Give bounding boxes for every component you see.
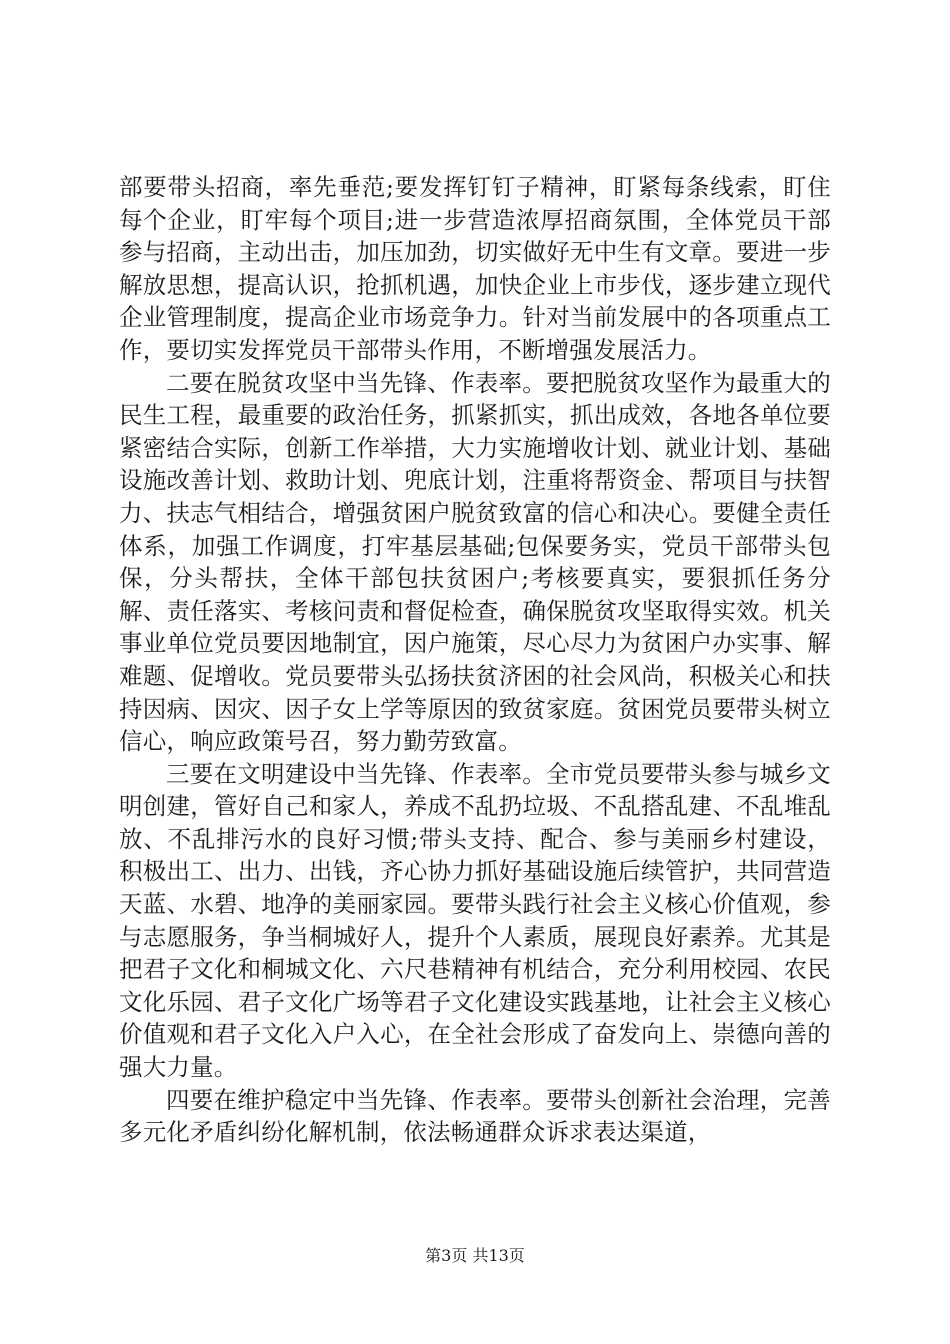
paragraph-4: 四要在维护稳定中当先锋、作表率。要带头创新社会治理，完善多元化矛盾纠纷化解机制，依法畅通群众诉求表达渠道， bbox=[119, 1085, 831, 1147]
paragraph-2: 二要在脱贫攻坚中当先锋、作表率。要把脱贫攻坚作为最重大的民生工程，最重要的政治任务，抓紧抓实，抓出成效，各地各单位要紧密结合实际，创新工作举措，大力实施增收计划、就业计划、基础设施改善计划、救助计划、兜底计划，注重将帮资金、帮项目与扶智力、扶志气相结合，增强贫困户脱贫致富的信心和决心。要健全责任体系，加强工作调度，打牢基层基础;包保要务实，党员干部带头包保，分头帮扶，全体干部包扶贫困户;考核要真实，要狠抓任务分解、责任落实、考核问责和督促检查，确保脱贫攻坚取得实效。机关事业单位党员要因地制宜，因户施策，尽心尽力为贫困户办实事、解难题、促增收。党员要带头弘扬扶贫济困的社会风尚，积极关心和扶持因病、因灾、因子女上学等原因的致贫家庭。贫困党员要带头树立信心，响应政策号召，努力勤劳致富。 bbox=[119, 368, 831, 756]
paragraph-3: 三要在文明建设中当先锋、作表率。全市党员要带头参与城乡文明创建，管好自己和家人，养成不乱扔垃圾、不乱搭乱建、不乱堆乱放、不乱排污水的良好习惯;带头支持、配合、参与美丽乡村建设，积极出工、出力、出钱，齐心协力抓好基础设施后续管护，共同营造天蓝、水碧、地净的美丽家园。要带头践行社会主义核心价值观，参与志愿服务，争当桐城好人，提升个人素质，展现良好素养。尤其是把君子文化和桐城文化、六尺巷精神有机结合，充分利用校园、农民文化乐园、君子文化广场等君子文化建设实践基地，让社会主义核心价值观和君子文化入户入心，在全社会形成了奋发向上、崇德向善的强大力量。 bbox=[119, 759, 831, 1082]
document-body bbox=[119, 171, 831, 1149]
paragraph-1: 部要带头招商，率先垂范;要发挥钉钉子精神，盯紧每条线索，盯住每个企业，盯牢每个项目;进一步营造浓厚招商氛围，全体党员干部参与招商，主动出击，加压加劲，切实做好无中生有文章。要进一步解放思想，提高认识，抢抓机遇，加快企业上市步伐，逐步建立现代企业管理制度，提高企业市场竞争力。针对当前发展中的各项重点工作，要切实发挥党员干部带头作用，不断增强发展活力。 bbox=[119, 173, 831, 364]
page-number-footer: 第3页 共13页 bbox=[425, 1246, 525, 1265]
